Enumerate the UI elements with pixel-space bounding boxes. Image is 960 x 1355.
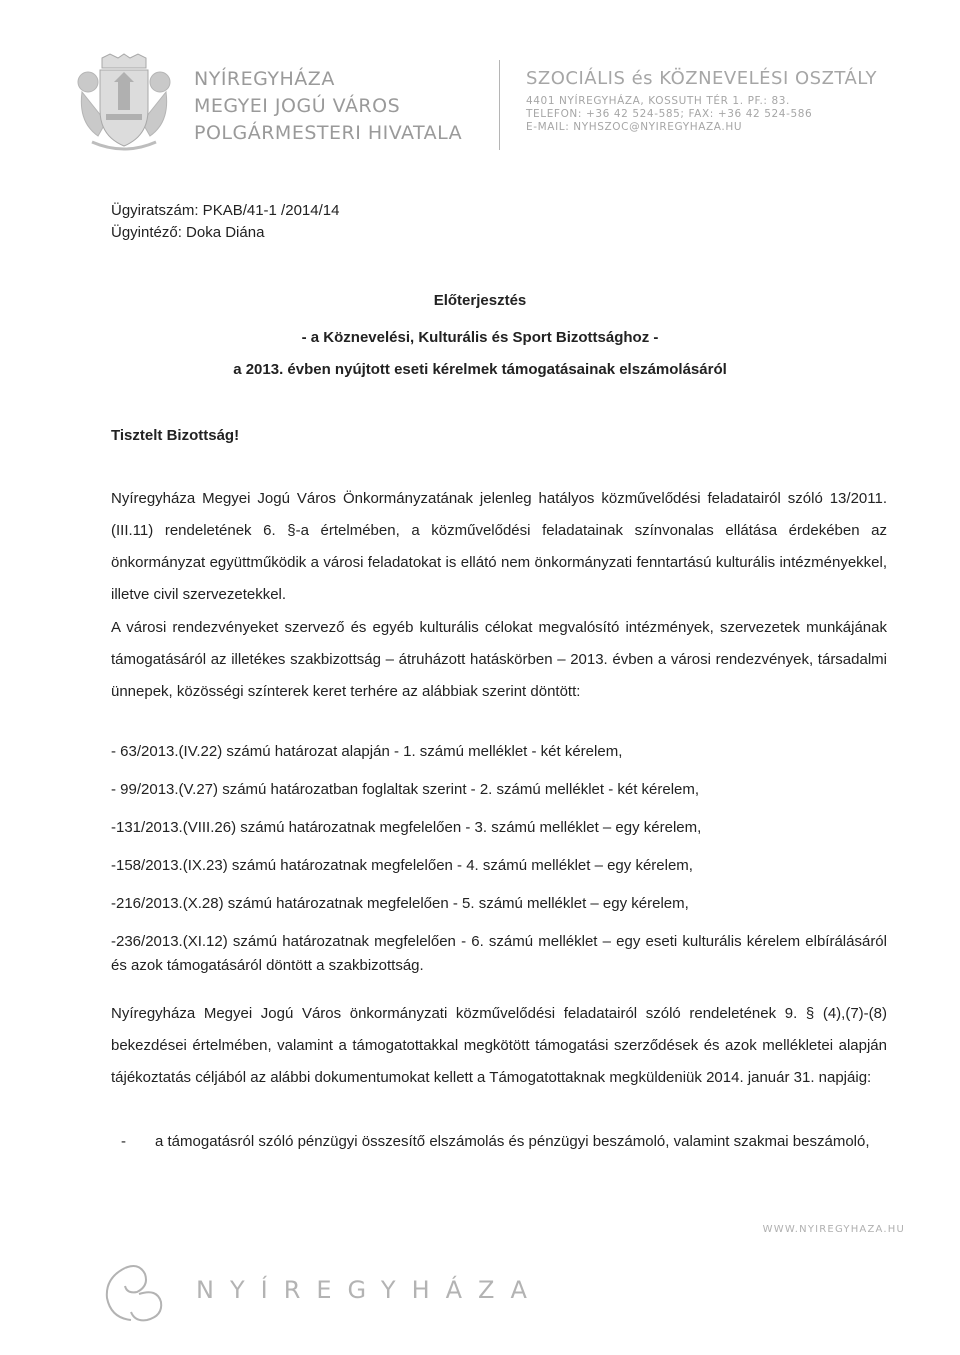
case-administrator: Ügyintéző: Doka Diána: [111, 224, 265, 241]
list-item: -216/2013.(X.28) számú határozatnak megfelelően - 5. számú melléklet – egy kérelem,: [111, 895, 689, 912]
subject-line: a 2013. évben nyújtott eseti kérelmek támogatásainak elszámolásáról: [233, 361, 727, 378]
department-block: [526, 68, 926, 134]
committee-line: - a Köznevelési, Kulturális és Sport Bizottsághoz -: [301, 329, 659, 346]
department-address: 4401 NYÍREGYHÁZA, KOSSUTH TÉR 1. PF.: 83.: [526, 95, 790, 107]
office-name: [194, 66, 494, 147]
document-meta: [111, 200, 339, 244]
document-title: Előterjesztés: [433, 292, 527, 309]
paragraph-2: A városi rendezvényeket szervező és egyéb kulturális célokat megvalósító intézmények, szervezetek munkájának támogatásáról az illetékes szakbizottság – átruházott hatáskörben – 2013. évben a városi rendezvények, társadalmi ünnepek, közösségi színterek keret terhére az alábbiak szerint döntött:: [111, 619, 887, 700]
city-logo-icon: [95, 1258, 175, 1328]
department-name: SZOCIÁLIS és KÖZNEVELÉSI OSZTÁLY: [526, 68, 877, 89]
list-item: -158/2013.(IX.23) számú határozatnak megfelelően - 4. számú melléklet – egy kérelem,: [111, 857, 693, 874]
department-phone: TELEFON: +36 42 524-585; FAX: +36 42 524-586: [526, 108, 813, 120]
header-divider: [499, 60, 500, 150]
list-item: - 63/2013.(IV.22) számú határozat alapján - 1. számú melléklet - két kérelem,: [111, 743, 623, 760]
bullet-dash: -: [121, 1133, 126, 1150]
case-number: Ügyiratszám: PKAB/41-1 /2014/14: [111, 202, 340, 219]
footer-city-name: NYÍREGYHÁZA: [196, 1276, 543, 1304]
paragraph-1: Nyíregyháza Megyei Jogú Város Önkormányzatának jelenleg hatályos közművelődési feladatairól szóló 13/2011.(III.11) rendeletének 6. §-a értelmében, a közművelődési feladatainak színvonalas ellátása érdekében az önkormányzat együttműködik a városi feladatokat is ellátó nem önkormányzati fenntartású kulturális intézményekkel, illetve civil szervezetekkel.: [111, 490, 887, 603]
office-line-1: NYÍREGYHÁZA: [194, 68, 335, 90]
office-line-2: MEGYEI JOGÚ VÁROS: [194, 95, 401, 117]
decision-list: [111, 740, 887, 992]
coat-of-arms-logo: [72, 52, 176, 152]
bullet-text: a támogatásról szóló pénzügyi összesítő elszámolás és pénzügyi beszámoló, valamint szakmai beszámoló,: [155, 1133, 870, 1150]
footer-website: WWW.NYIREGYHAZA.HU: [762, 1224, 905, 1235]
salutation: Tisztelt Bizottság!: [111, 427, 240, 444]
bullet-item: [121, 1126, 887, 1158]
list-item: -236/2013.(XI.12) számú határozatnak megfelelően - 6. számú melléklet – egy eseti kulturális kérelem elbírálásáról és azok támogatásáról döntött a szakbizottság.: [111, 933, 887, 974]
paragraph-3: Nyíregyháza Megyei Jogú Város önkormányzati közművelődési feladatairól szóló rendeletének 9. § (4),(7)-(8) bekezdései értelmében, valamint a támogatottakkal megkötött támogatási szerződések és azok mellékletei alapján tájékoztatás céljából az alábbi dokumentumokat kellett a Támogatottaknak megküldeniük 2014. január 31. napjáig:: [111, 1005, 887, 1086]
list-item: -131/2013.(VIII.26) számú határozatnak megfelelően - 3. számú melléklet – egy kérelem,: [111, 819, 702, 836]
list-item: - 99/2013.(V.27) számú határozatban foglaltak szerint - 2. számú melléklet - két kérelem,: [111, 781, 700, 798]
office-line-3: POLGÁRMESTERI HIVATALA: [194, 122, 463, 144]
department-email: E-MAIL: NYHSZOC@NYIREGYHAZA.HU: [526, 121, 743, 133]
